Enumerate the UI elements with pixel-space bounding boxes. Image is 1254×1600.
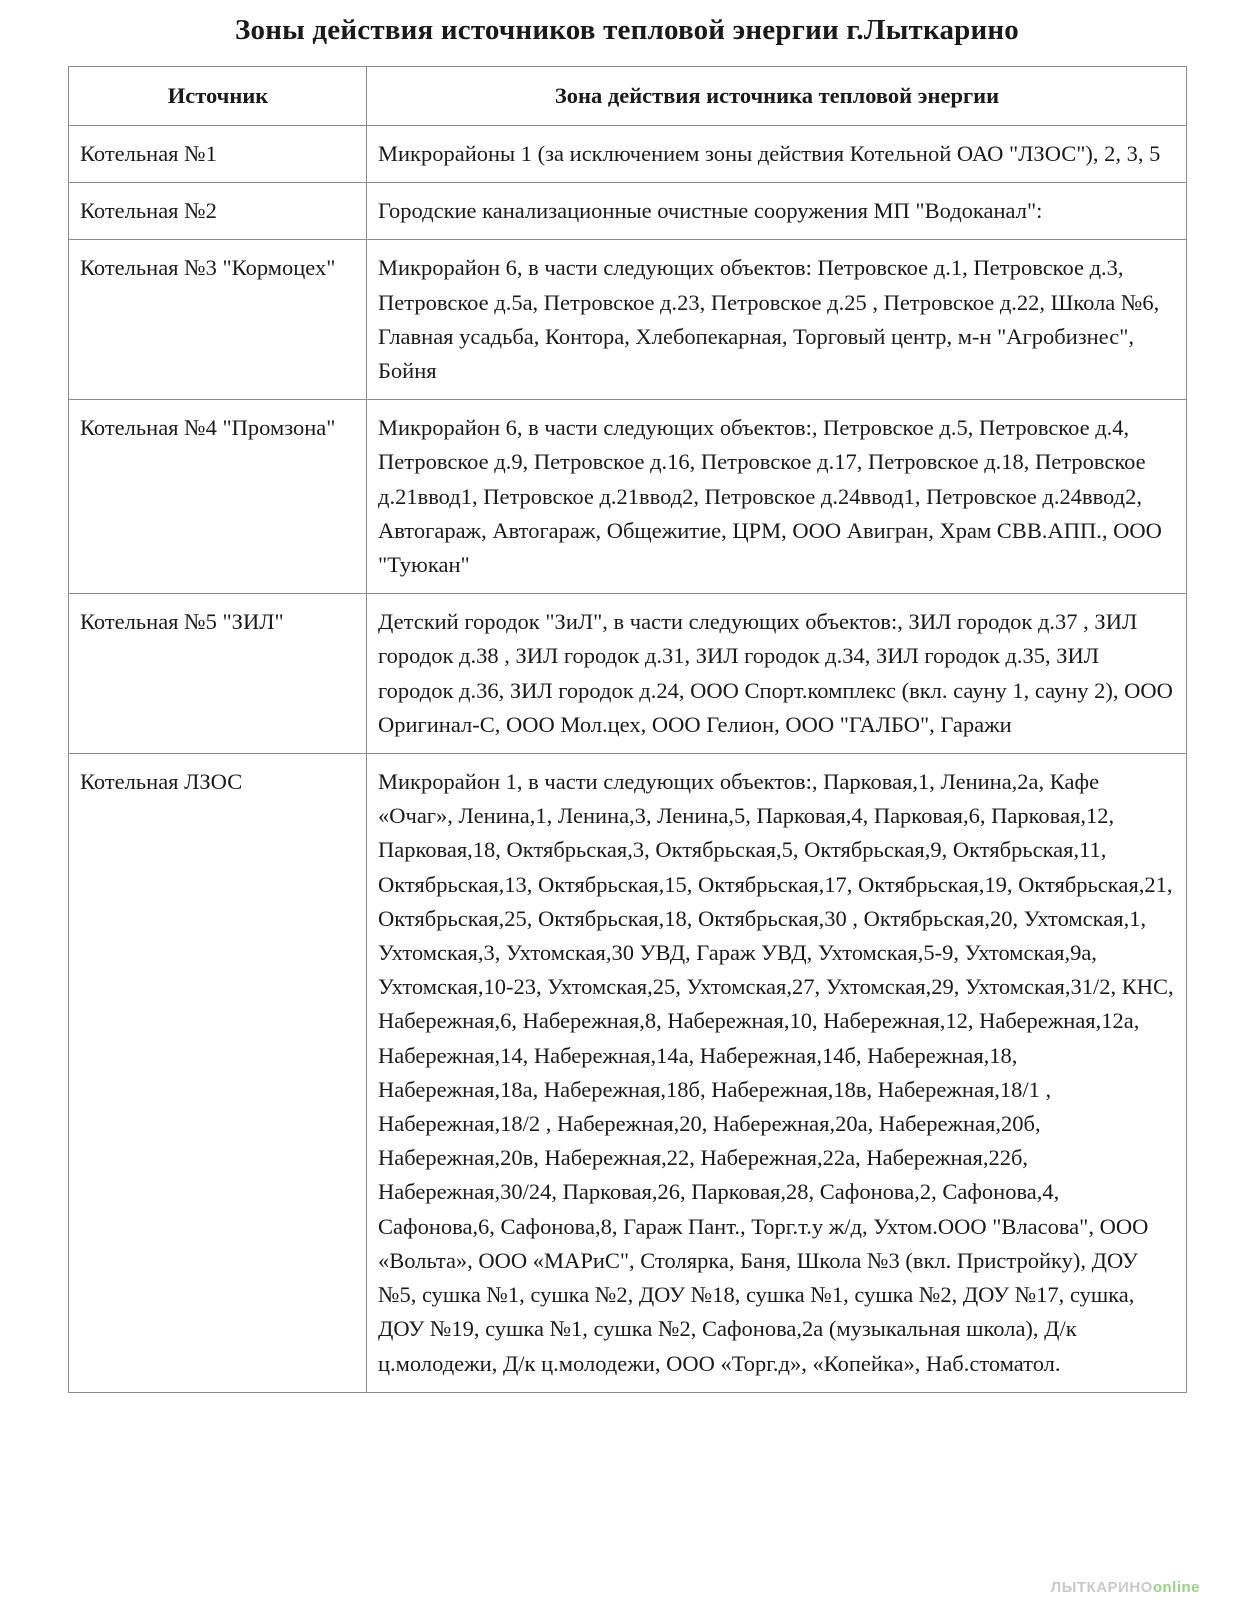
table-row	[69, 754, 1187, 1393]
site-watermark	[1051, 1579, 1200, 1596]
table-row	[69, 594, 1187, 754]
table-header-row	[69, 67, 1187, 126]
zone-cell: Микрорайон 6, в части следующих объектов: Петровское д.1, Петровское д.3, Петровское д.5а, Петровское д.23, Петровское д.25 , Петровское д.22, Школа №6, Главная усадьба, Контора, Хлебопекарная, Торговый центр, м-н "Агробизнес", Бойня	[367, 240, 1187, 400]
source-cell: Котельная №5 "ЗИЛ"	[69, 594, 367, 754]
zone-cell: Микрорайон 1, в части следующих объектов:, Парковая,1, Ленина,2а, Кафе «Очаг», Ленина,1, Ленина,3, Ленина,5, Парковая,4, Парковая,6, Парковая,12, Парковая,18, Октябрьская,3, Октябрьская,5, Октябрьская,9, Октябрьская,11, Октябрьская,13, Октябрьская,15, Октябрьская,17, Октябрьская,19, Октябрьская,21, Октябрьская,25, Октябрьская,18, Октябрьская,30 , Октябрьская,20, Ухтомская,1, Ухтомская,3, Ухтомская,30 УВД, Гараж УВД, Ухтомская,5-9, Ухтомская,9а, Ухтомская,10-23, Ухтомская,25, Ухтомская,27, Ухтомская,29, Ухтомская,31/2, КНС, Набережная,6, Набережная,8, Набережная,10, Набережная,12, Набережная,12а, Набережная,14, Набережная,14а, Набережная,14б, Набережная,18, Набережная,18а, Набережная,18б, Набережная,18в, Набережная,18/1 , Набережная,18/2 , Набережная,20, Набережная,20а, Набережная,20б, Набережная,20в, Набережная,22, Набережная,22а, Набережная,22б, Набережная,30/24, Парковая,26, Парковая,28, Сафонова,2, Сафонова,4, Сафонова,6, Сафонова,8, Гараж Пант., Торг.т.у ж/д, Ухтом.ООО "Власова", ООО «Вольта», ООО «МАРиС", Столярка, Баня, Школа №3 (вкл. Пристройку), ДОУ №5, сушка №1, сушка №2, ДОУ №18, сушка №1, сушка №2, ДОУ №17, сушка, ДОУ №19, сушка №1, сушка №2, Сафонова,2а (музыкальная школа), Д/к ц.молодежи, Д/к ц.молодежи, ООО «Торг.д», «Копейка», Наб.стоматол.	[367, 754, 1187, 1393]
table-row	[69, 400, 1187, 594]
heat-zones-table	[68, 66, 1187, 1393]
watermark-accent: online	[1152, 1579, 1200, 1596]
table-row	[69, 240, 1187, 400]
source-cell: Котельная №3 "Кормоцех"	[69, 240, 367, 400]
zone-cell: Микрорайон 6, в части следующих объектов:, Петровское д.5, Петровское д.4, Петровское д.9, Петровское д.16, Петровское д.17, Петровское д.18, Петровское д.21ввод1, Петровское д.21ввод2, Петровское д.24ввод1, Петровское д.24ввод2, Автогараж, Автогараж, Общежитие, ЦРМ, ООО Авигран, Храм СВВ.АПП., ООО "Туюкан"	[367, 400, 1187, 594]
source-cell: Котельная ЛЗОС	[69, 754, 367, 1393]
header-zone: Зона действия источника тепловой энергии	[367, 67, 1187, 126]
header-source: Источник	[69, 67, 367, 126]
watermark-main: ЛЫТКАРИНО	[1050, 1579, 1153, 1596]
source-cell: Котельная №4 "Промзона"	[69, 400, 367, 594]
zone-cell: Микрорайоны 1 (за исключением зоны действия Котельной ОАО "ЛЗОС"), 2, 3, 5	[367, 126, 1187, 183]
source-cell: Котельная №1	[69, 126, 367, 183]
table-row	[69, 183, 1187, 240]
zone-cell: Детский городок "ЗиЛ", в части следующих объектов:, ЗИЛ городок д.37 , ЗИЛ городок д.38 , ЗИЛ городок д.31, ЗИЛ городок д.34, ЗИЛ городок д.35, ЗИЛ городок д.36, ЗИЛ городок д.24, ООО Спорт.комплекс (вкл. сауну 1, сауну 2), ООО Оригинал-С, ООО Мол.цех, ООО Гелион, ООО "ГАЛБО", Гаражи	[367, 594, 1187, 754]
page-title: Зоны действия источников тепловой энергии г.Лыткарино	[235, 14, 1019, 46]
zone-cell: Городские канализационные очистные сооружения МП "Водоканал":	[367, 183, 1187, 240]
table-row	[69, 126, 1187, 183]
source-cell: Котельная №2	[69, 183, 367, 240]
